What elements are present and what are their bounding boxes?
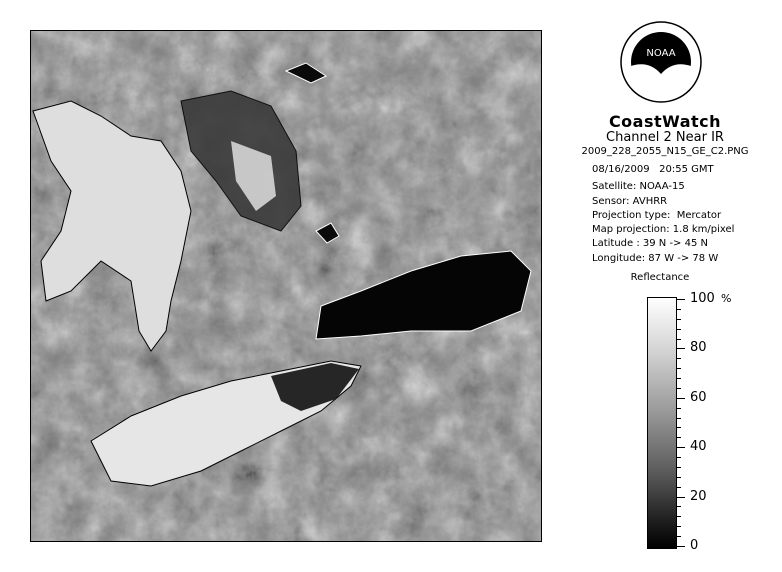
projection-type-text: Projection type: Mercator [592, 210, 722, 221]
product-title: CoastWatch [608, 112, 722, 131]
minor-tick-mark [677, 536, 681, 537]
tick-label: 60 [690, 389, 707, 405]
tick-mark [677, 546, 685, 547]
minor-tick-mark [677, 388, 681, 389]
minor-tick-mark [677, 309, 681, 310]
reflectance-colorbar [647, 297, 677, 549]
channel-label: Channel 2 Near IR [606, 130, 724, 145]
tick-mark [677, 497, 685, 498]
minor-tick-mark [677, 526, 681, 527]
legend-unit: % [721, 292, 732, 305]
minor-tick-mark [677, 506, 681, 507]
minor-tick-mark [677, 516, 681, 517]
file-name: 2009_228_2055_N15_GE_C2.PNG [581, 146, 749, 157]
minor-tick-mark [677, 408, 681, 409]
noaa-logo [619, 20, 703, 104]
tick-label: 0 [690, 538, 699, 553]
minor-tick-mark [677, 487, 681, 488]
tick-label: 80 [690, 340, 707, 356]
longitude-text: Longitude: 87 W -> 78 W [592, 253, 719, 264]
latitude-text: Latitude : 39 N -> 45 N [592, 238, 708, 249]
tick-label: 40 [690, 439, 707, 455]
minor-tick-mark [677, 437, 681, 438]
imagery-canvas [31, 31, 542, 542]
tick-mark [677, 447, 685, 448]
minor-tick-mark [677, 427, 681, 428]
legend-title: Reflectance [630, 272, 690, 283]
minor-tick-mark [677, 477, 681, 478]
satellite-text: Satellite: NOAA-15 [592, 181, 685, 192]
minor-tick-mark [677, 319, 681, 320]
minor-tick-mark [677, 457, 681, 458]
map-projection-text: Map projection: 1.8 km/pixel [592, 224, 735, 235]
satellite-image [30, 30, 542, 542]
sensor-text: Sensor: AVHRR [592, 196, 668, 207]
tick-mark [677, 348, 685, 349]
logo-text: NOAA [646, 48, 676, 59]
minor-tick-mark [677, 339, 681, 340]
tick-label: 20 [690, 488, 707, 504]
datetime-text: 08/16/2009 20:55 GMT [592, 164, 714, 175]
tick-mark [677, 299, 685, 300]
minor-tick-mark [677, 329, 681, 330]
minor-tick-mark [677, 358, 681, 359]
minor-tick-mark [677, 418, 681, 419]
tick-label: 100 [690, 291, 715, 306]
tick-mark [677, 398, 685, 399]
minor-tick-mark [677, 368, 681, 369]
minor-tick-mark [677, 378, 681, 379]
minor-tick-mark [677, 467, 681, 468]
